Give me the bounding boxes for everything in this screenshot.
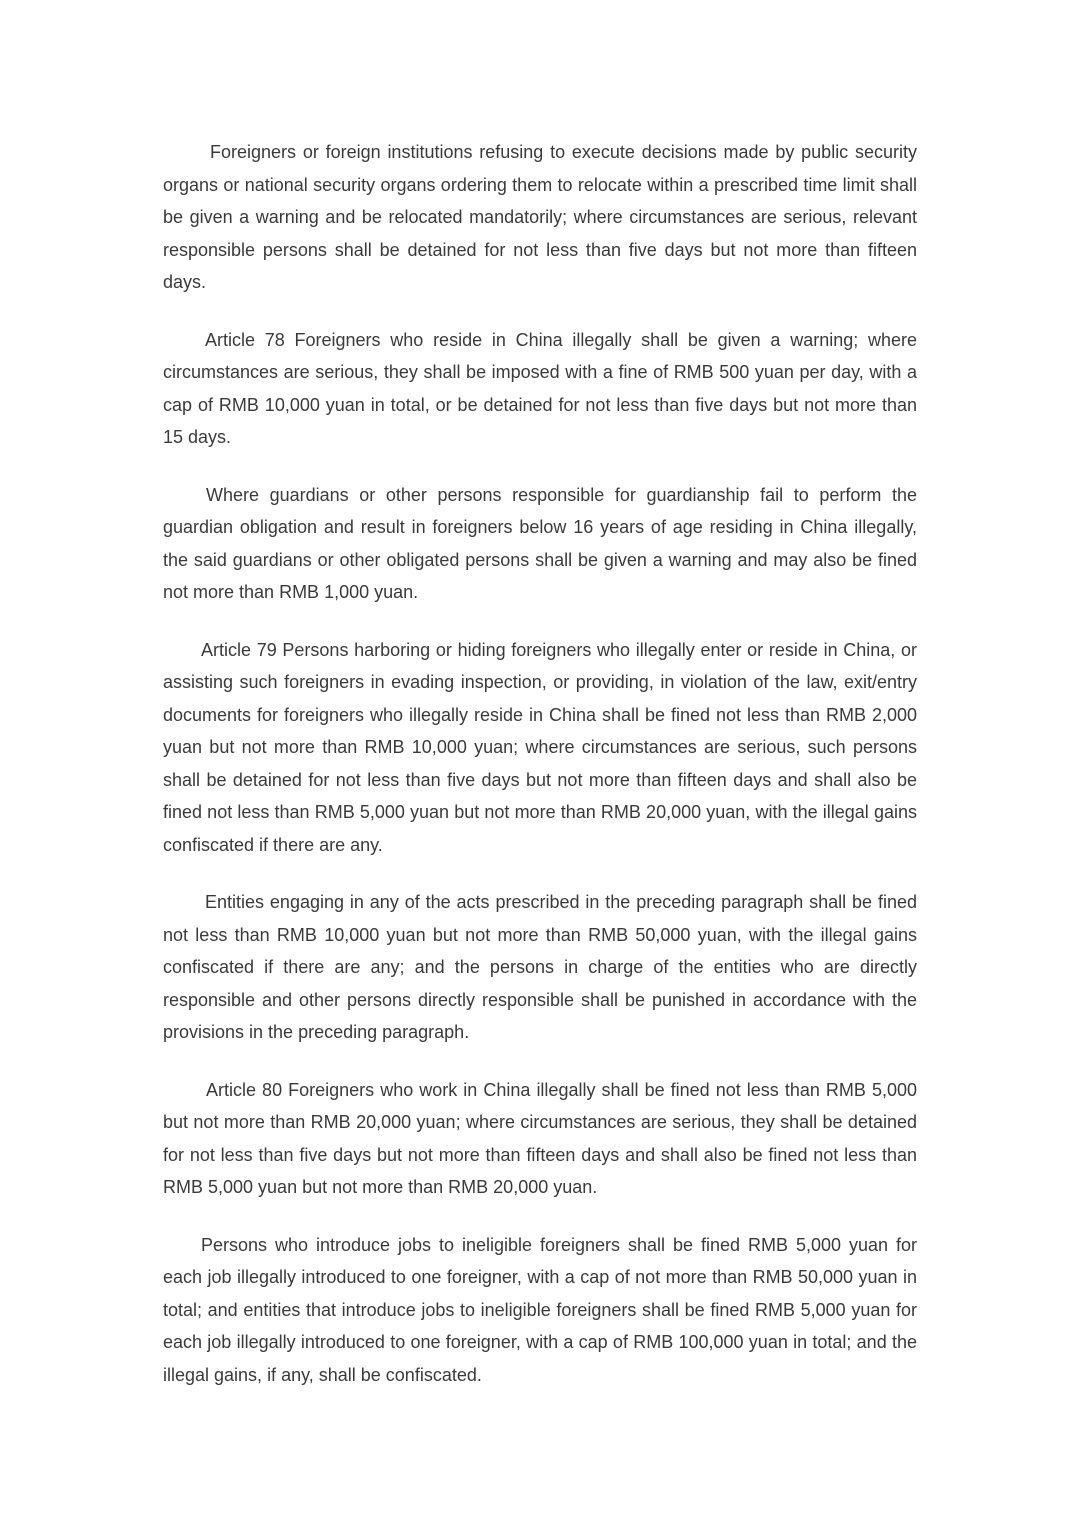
paragraph-entities-penalty: Entities engaging in any of the acts prescribed in the preceding paragraph shall be fined not less than RMB 10,000 yuan but not more than RMB 50,000 yuan, with the illegal gains confiscated if there are any; and the persons in charge of the entities who are directly responsible and other persons directly responsible shall be punished in accordance with the provisions in the preceding paragraph. xyxy=(163,892,917,1042)
paragraph-article-80: Article 80 Foreigners who work in China illegally shall be fined not less than RMB 5,000 but not more than RMB 20,000 yuan; where circumstances are serious, they shall be detained for not less than five days but not more than fifteen days and shall also be fined not less than RMB 5,000 yuan but not more than RMB 20,000 yuan. xyxy=(163,1079,917,1197)
paragraph-article-78: Article 78 Foreigners who reside in China illegally shall be given a warning; where circumstances are serious, they shall be imposed with a fine of RMB 500 yuan per day, with a cap of RMB 10,000 yuan in total, or be detained for not less than five days but not more than 15 days. xyxy=(163,329,917,447)
paragraph-guardians: Where guardians or other persons responsible for guardianship fail to perform the guardian obligation and result in foreigners below 16 years of age residing in China illegally, the said guardians or other obligated persons shall be given a warning and may also be fined not more than RMB 1,000 yuan. xyxy=(163,484,917,602)
paragraph-article-79: Article 79 Persons harboring or hiding foreigners who illegally enter or reside in China, or assisting such foreigners in evading inspection, or providing, in violation of the law, exit/entry documents for foreigners who illegally reside in China shall be fined not less than RMB 2,000 yuan but not more than RMB 10,000 yuan; where circumstances are serious, such persons shall be detained for not less than five days but not more than fifteen days and shall also be fined not less than RMB 5,000 yuan but not more than RMB 20,000 yuan, with the illegal gains confiscated if there are any. xyxy=(163,639,917,855)
paragraph-job-introduction: Persons who introduce jobs to ineligible foreigners shall be fined RMB 5,000 yuan for each job illegally introduced to one foreigner, with a cap of not more than RMB 50,000 yuan in total; and entities that introduce jobs to ineligible foreigners shall be fined RMB 5,000 yuan for each job illegally introduced to one foreigner, with a cap of RMB 100,000 yuan in total; and the illegal gains, if any, shall be confiscated. xyxy=(163,1234,917,1385)
paragraph-relocation-refusal: Foreigners or foreign institutions refusing to execute decisions made by public security organs or national security organs ordering them to relocate within a prescribed time limit shall be given a warning and be relocated mandatorily; where circumstances are serious, relevant responsible persons shall be detained for not less than five days but not more than fifteen days. xyxy=(163,142,917,292)
document-body xyxy=(163,136,917,1416)
